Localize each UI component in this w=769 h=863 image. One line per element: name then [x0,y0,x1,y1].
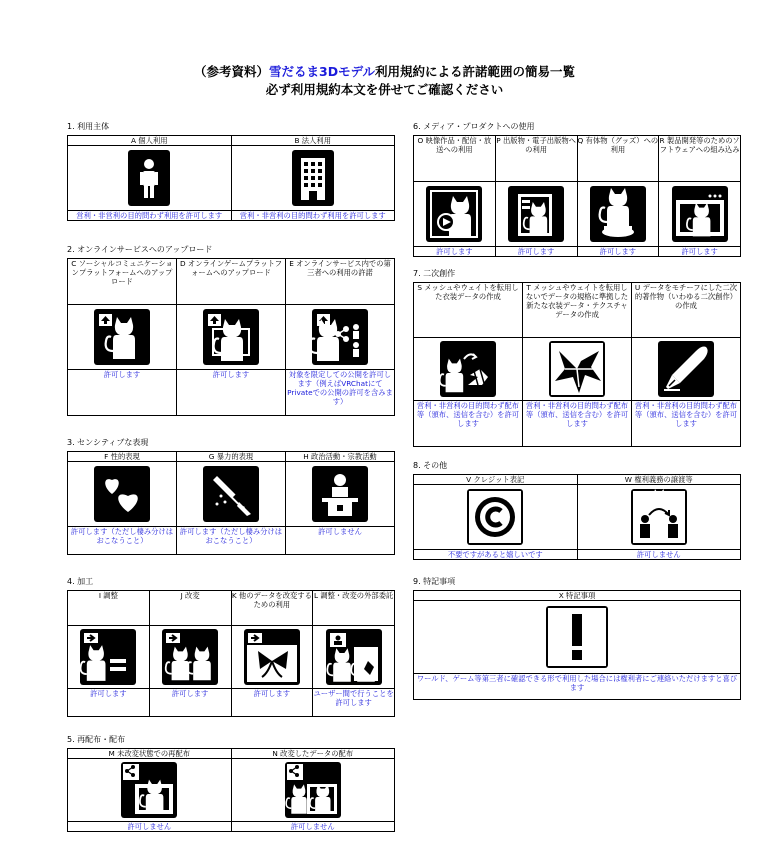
label-outsource: L 調整・改変の外部委託 [313,591,395,626]
label-game-upload: D オンラインゲームプラットフォームへのアップロード [177,259,286,305]
label-rights-transfer: W 権利義務の譲渡等 [577,475,741,485]
podium-icon [312,466,368,522]
permission-personal-use: 営利・非営利の目的問わず利用を許可します [68,211,232,221]
other-table [413,474,741,560]
label-political-religious: H 政治活動・宗教活動 [286,452,395,462]
label-goods: Q 有体物（グッズ）への利用 [577,136,659,182]
media-product-table [413,135,741,257]
label-modify: J 改変 [149,591,231,626]
label-fan-work: U データをモチーフにした二次的著作物（いわゆる二次創作）の作成 [632,283,741,338]
label-third-party-license: E オンラインサービス内での第三者への利用の許諾 [286,259,395,305]
building-icon [292,150,334,206]
permission-outsource: ユーザー間で行うことを許可します [313,689,395,717]
knife-icon [203,466,259,522]
label-mesh-costume: S メッシュやウェイトを転用した衣装データの作成 [414,283,523,338]
label-new-costume: T メッシュやウェイトを転用しないでデータの規格に準拠した新たな衣装データ・テクスチャデータの作成 [523,283,632,338]
section-processing [67,576,395,717]
permission-special-notes: ワールド、ゲーム等第三者に確認できる形で利用した場合には権利者にご連絡いただけますと喜びます [414,674,741,700]
share-unmodified-icon [121,762,177,818]
share-modified-icon [285,762,341,818]
mesh-costume-icon [440,341,496,397]
permission-video-broadcast: 許可します [414,247,496,257]
section-derivative-works [413,268,741,447]
section-title: 1. 利用主体 [67,122,110,131]
section-title: 3. センシティブな表現 [67,438,149,447]
label-violent-expression: G 暴力的表現 [177,452,286,462]
label-publication: P 出版物・電子出版物への利用 [495,136,577,182]
page-subtitle: 必ず利用規約本文を併せてご確認ください [265,82,504,97]
label-special-notes: X 特記事項 [414,591,741,601]
permission-modify: 許可します [149,689,231,717]
permission-political-religious: 許可しません [286,527,395,555]
section-online-upload [67,244,395,416]
publication-icon [508,186,564,242]
section-special-notes [413,576,741,700]
adjust-icon [80,629,136,685]
permission-redistribute-unmodified: 許可しません [68,822,232,832]
label-redistribute-unmodified: M 未改変状態での再配布 [68,749,232,759]
section-title: 4. 加工 [67,577,94,586]
label-sexual-expression: F 性的表現 [68,452,177,462]
label-distribute-modified: N 改変したデータの配布 [231,749,395,759]
sensitive-expression-table [67,451,395,555]
permission-corporate-use: 営利・非営利の目的問わず利用を許可します [231,211,395,221]
section-media-product [413,121,741,257]
label-adjust: I 調整 [68,591,150,626]
person-icon [128,150,170,206]
permission-goods: 許可します [577,247,659,257]
label-credit: V クレジット表記 [414,475,578,485]
ribbon-icon [244,629,300,685]
software-icon [672,186,728,242]
transfer-icon [631,489,687,545]
permission-sexual-expression: 許可します（ただし棲み分けはおこなうこと） [68,527,177,555]
exclamation-icon [546,606,608,668]
permission-modify-other-data: 許可します [231,689,313,717]
processing-table [67,590,395,717]
permission-game-upload: 許可します [177,370,286,416]
pen-icon [658,341,714,397]
permission-adjust: 許可します [68,689,150,717]
section-title: 5. 再配布・配布 [67,735,126,744]
outsource-icon [326,629,382,685]
title-highlight: 雪だるま3Dモデル [269,64,375,79]
permission-publication: 許可します [495,247,577,257]
usage-subject-table [67,135,395,221]
online-upload-table [67,258,395,416]
hearts-icon [94,466,150,522]
label-software: R 製品開発等のためのソフトウェアへの組み込み [659,136,741,182]
section-other [413,460,741,560]
label-social-upload: C ソーシャルコミュニケーションプラットフォームへのアップロード [68,259,177,305]
section-title: 8. その他 [413,461,448,470]
permission-distribute-modified: 許可しません [231,822,395,832]
permission-mesh-costume: 営利・非営利の目的問わず配布等（頒布、送信を含む）を許可します [414,401,523,447]
video-icon [426,186,482,242]
goods-icon [590,186,646,242]
derivative-works-table [413,282,741,447]
section-title: 2. オンラインサービスへのアップロード [67,245,213,254]
redistribution-table [67,748,395,832]
upload-game-icon [203,309,259,365]
upload-avatar-icon [94,309,150,365]
section-title: 9. 特記事項 [413,577,456,586]
permission-credit: 不要ですがあると嬉しいです [414,550,578,560]
special-notes-table [413,590,741,700]
permission-new-costume: 営利・非営利の目的問わず配布等（頒布、送信を含む）を許可します [523,401,632,447]
label-corporate-use: B 法人利用 [231,136,395,146]
permission-software: 許可します [659,247,741,257]
section-redistribution [67,734,395,832]
section-usage-subject [67,121,395,221]
label-video-broadcast: O 映像作品・配信・放送への利用 [414,136,496,182]
label-modify-other-data: K 他のデータを改変するための利用 [231,591,313,626]
section-title: 7. 二次創作 [413,269,456,278]
share-users-icon [312,309,368,365]
permission-violent-expression: 許可します（ただし棲み分けはおこなうこと） [177,527,286,555]
copyright-icon [467,489,523,545]
permission-fan-work: 営利・非営利の目的問わず配布等（頒布、送信を含む）を許可します [632,401,741,447]
costume-icon [549,341,605,397]
section-sensitive-expression [67,437,395,555]
permission-third-party-license: 対象を限定しての公開を許可します（例えばVRChatにてPrivateでの公開の許可を含みます） [286,370,395,416]
permission-rights-transfer: 許可しません [577,550,741,560]
page-title: （参考資料）雪だるま3Dモデル利用規約による許諾範囲の簡易一覧 [194,64,575,79]
section-title: 6. メディア・プロダクトへの使用 [413,122,535,131]
permission-social-upload: 許可します [68,370,177,416]
modify-icon [162,629,218,685]
label-personal-use: A 個人利用 [68,136,232,146]
